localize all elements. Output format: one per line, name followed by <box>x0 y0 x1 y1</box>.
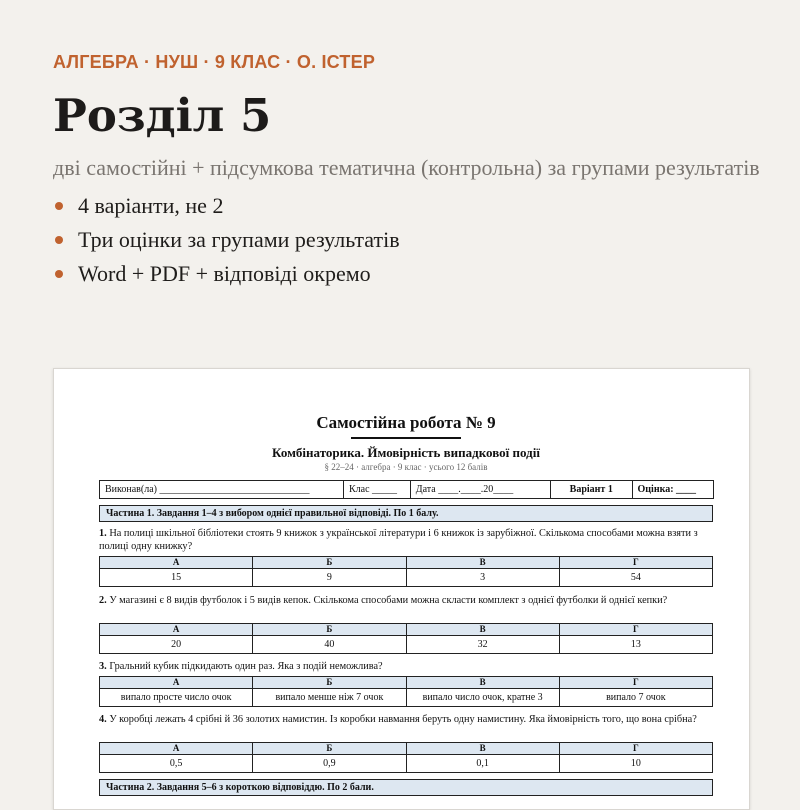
feature-text: 4 варіанти, не 2 <box>78 193 224 218</box>
answer-cell: 13 <box>559 636 712 654</box>
option-header: Г <box>559 624 712 636</box>
feature-text: Три оцінки за групами результатів <box>78 227 400 252</box>
task-1 <box>99 527 713 553</box>
performer-field: Виконав(ла) ______________________________ <box>99 480 344 499</box>
answer-cell: випало менше ніж 7 очок <box>253 689 406 707</box>
option-header: Б <box>253 557 406 569</box>
bullet-dot-icon <box>55 270 63 278</box>
option-header: В <box>406 743 559 755</box>
part-2-header: Частина 2. Завдання 5–6 з короткою відповіддю. По 2 бали. <box>99 779 713 796</box>
feature-text: Word + PDF + відповіді окремо <box>78 261 371 286</box>
answer-cell: 32 <box>406 636 559 654</box>
option-header: А <box>100 743 253 755</box>
worksheet-title: Самостійна робота № 9 <box>316 413 496 432</box>
answer-cell: випало просте число очок <box>100 689 253 707</box>
task-number: 1. <box>99 528 107 539</box>
class-field: Клас _____ <box>343 480 411 499</box>
task-2 <box>99 594 713 607</box>
page-title: Розділ 5 <box>53 89 272 142</box>
grade-field: Оцінка: ____ <box>632 480 714 499</box>
header <box>53 52 763 291</box>
answer-cell: 54 <box>559 569 712 587</box>
bullet-dot-icon <box>55 202 63 210</box>
worksheet-topic: Комбінаторика. Ймовірність випадкової події <box>272 445 540 460</box>
task-text: На полиці шкільної бібліотеки стоять 9 книжок з української літератури і 6 книжок із зарубіжної. Скількома способами можна взяти з полиці одну книжку? <box>99 528 698 552</box>
date-field: Дата ____.____.20____ <box>410 480 551 499</box>
course-kicker: АЛГЕБРА · НУШ · 9 КЛАС · О. ІСТЕР <box>53 52 376 72</box>
answer-table-2 <box>99 623 713 654</box>
option-header: В <box>406 557 559 569</box>
task-number: 2. <box>99 595 107 606</box>
answer-table-1 <box>99 556 713 587</box>
task-number: 3. <box>99 661 107 672</box>
bullet-dot-icon <box>55 236 63 244</box>
task-4 <box>99 713 713 726</box>
answer-cell: 15 <box>100 569 253 587</box>
title-underline <box>351 437 461 439</box>
answer-cell: 0,1 <box>406 755 559 773</box>
option-header: Г <box>559 677 712 689</box>
answer-cell: 9 <box>253 569 406 587</box>
answer-cell: 0,9 <box>253 755 406 773</box>
feature-item <box>53 223 763 257</box>
answer-table-4 <box>99 742 713 773</box>
option-header: В <box>406 624 559 636</box>
option-header: В <box>406 677 559 689</box>
feature-list <box>53 189 763 291</box>
option-header: А <box>100 677 253 689</box>
option-header: А <box>100 624 253 636</box>
feature-item <box>53 257 763 291</box>
option-header: Г <box>559 557 712 569</box>
answer-table-3 <box>99 676 713 707</box>
answer-cell: 10 <box>559 755 712 773</box>
answer-cell: випало 7 очок <box>559 689 712 707</box>
option-header: А <box>100 557 253 569</box>
option-header: Г <box>559 743 712 755</box>
student-info-row <box>99 480 713 499</box>
worksheet-meta: § 22–24 · алгебра · 9 клас · усього 12 балів <box>324 462 488 472</box>
feature-item <box>53 189 763 223</box>
answer-cell: 0,5 <box>100 755 253 773</box>
variant-label: Варіант 1 <box>550 480 632 499</box>
part-1-header: Частина 1. Завдання 1–4 з вибором однієї правильної відповіді. По 1 балу. <box>99 505 713 522</box>
option-header: Б <box>253 677 406 689</box>
page-subtitle: дві самостійні + підсумкова тематична (контрольна) за групами результатів <box>53 155 760 180</box>
answer-cell: 3 <box>406 569 559 587</box>
task-text: У магазині є 8 видів футболок і 5 видів кепок. Скількома способами можна скласти комплект з однієї футболки й однієї кепки? <box>109 595 668 606</box>
answer-cell: випало число очок, кратне 3 <box>406 689 559 707</box>
worksheet-preview <box>53 368 750 810</box>
task-number: 4. <box>99 714 107 725</box>
option-header: Б <box>253 624 406 636</box>
answer-cell: 40 <box>253 636 406 654</box>
answer-cell: 20 <box>100 636 253 654</box>
task-text: У коробці лежать 4 срібні й 36 золотих намистин. Із коробки навмання беруть одну намистину. Яка ймовірність того, що вона срібна? <box>109 714 697 725</box>
option-header: Б <box>253 743 406 755</box>
task-text: Гральний кубик підкидають один раз. Яка з подій неможлива? <box>109 661 383 672</box>
task-3 <box>99 660 713 673</box>
